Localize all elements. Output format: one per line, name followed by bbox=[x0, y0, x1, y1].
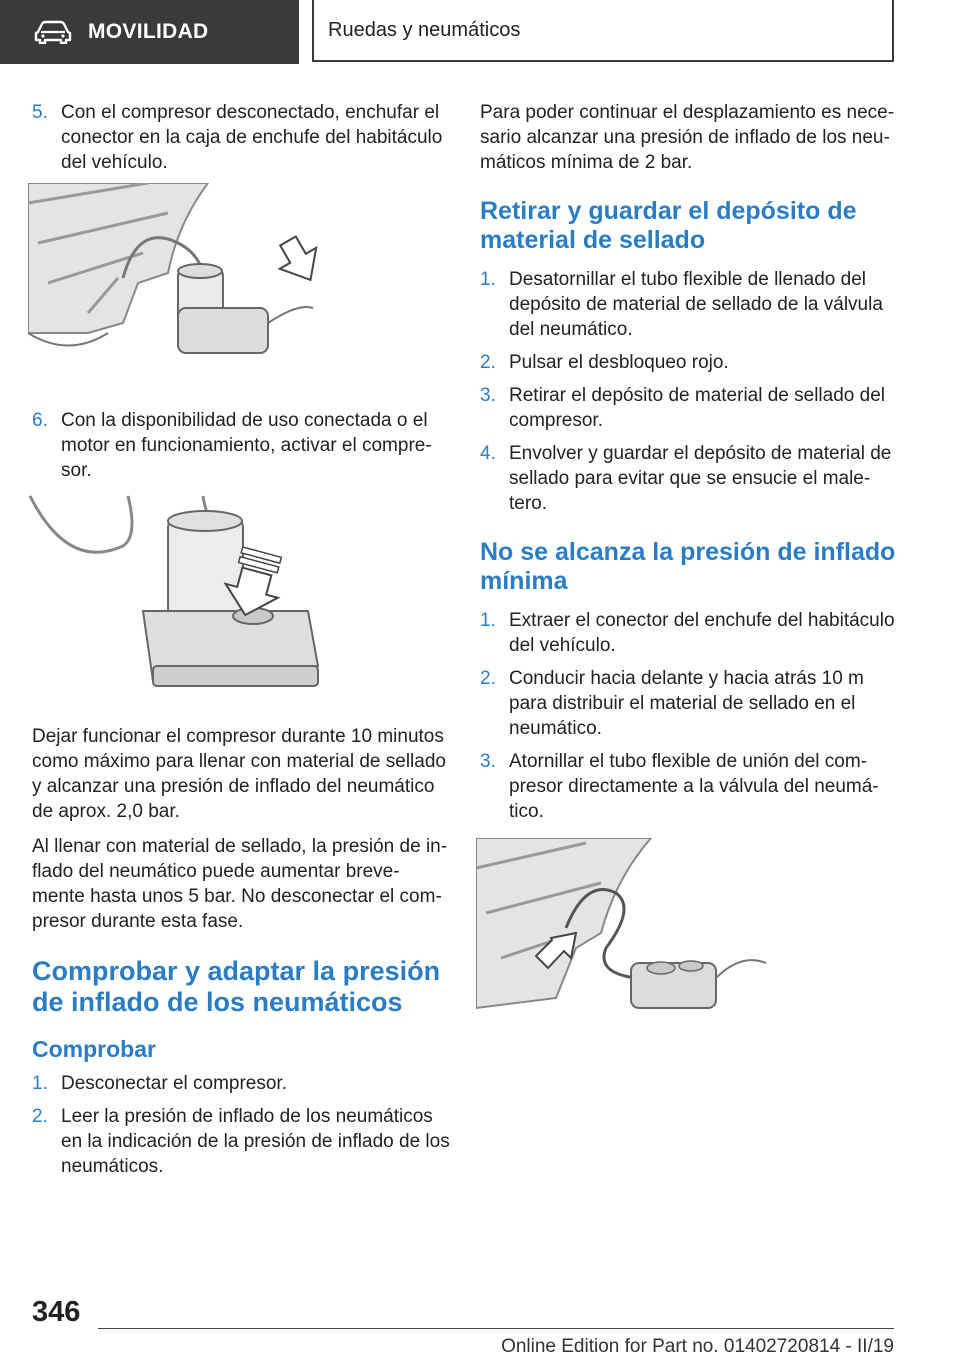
step-number: 3. bbox=[480, 751, 496, 772]
paragraph: Dejar funcionar el compresor durante 10 minutos como máximo para llenar con material de sellado y alcanzar una presión de inflado del neumático de aprox. 2,0 bar. bbox=[32, 726, 446, 822]
step-text: Conducir hacia delante y hacia atrás 10 m para distribuir el material de sellado en el neumático. bbox=[509, 668, 864, 739]
step-number: 1. bbox=[32, 1073, 48, 1094]
paragraph: Al llenar con material de sellado, la presión de in-flado del neumático puede aumentar breve-mente hasta unos 5 bar. No desconectar el com-presor durante esta fase. bbox=[32, 836, 448, 932]
step-number: 4. bbox=[480, 443, 496, 464]
chapter-tab bbox=[312, 0, 894, 62]
step-6 bbox=[32, 408, 450, 483]
chapter-title: Ruedas y neumáticos bbox=[328, 18, 521, 41]
car-icon bbox=[34, 20, 72, 44]
step-number: 2. bbox=[480, 352, 496, 373]
step-number: 6. bbox=[32, 410, 48, 431]
subheading: Comprobar bbox=[32, 1036, 156, 1062]
pressure-step-2 bbox=[480, 666, 898, 741]
remove-step-2 bbox=[480, 350, 898, 375]
remove-step-3 bbox=[480, 383, 898, 433]
remove-step-1 bbox=[480, 267, 898, 342]
paragraph: Para poder continuar el desplazamiento es nece-sario alcanzar una presión de inflado de los neu-máticos mínima de 2 bar. bbox=[480, 102, 895, 173]
page-number: 346 bbox=[32, 1296, 81, 1328]
step-text: Envolver y guardar el depósito de material de sellado para evitar que se ensucie el male-tero. bbox=[509, 443, 892, 514]
section-heading: Comprobar y adaptar la presión de inflado de los neumáticos bbox=[32, 956, 441, 1017]
step-text: Con la disponibilidad de uso conectada o el motor en funcionamiento, activar el compre-sor. bbox=[61, 410, 432, 481]
section-tab bbox=[0, 0, 299, 64]
step-number: 2. bbox=[480, 668, 496, 689]
check-step-2 bbox=[32, 1104, 450, 1179]
step-text: Desconectar el compresor. bbox=[61, 1073, 287, 1094]
step-number: 2. bbox=[32, 1106, 48, 1127]
step-text: Pulsar el desbloqueo rojo. bbox=[509, 352, 729, 373]
step-text: Retirar el depósito de material de sellado del compresor. bbox=[509, 385, 885, 431]
check-step-1 bbox=[32, 1071, 450, 1096]
compressor-plug-illustration bbox=[28, 183, 328, 388]
section-title: MOVILIDAD bbox=[88, 20, 209, 43]
section-heading: No se alcanza la presión de inflado mínima bbox=[480, 538, 896, 595]
edition-note: Online Edition for Part no. 01402720814 - II/19 bbox=[501, 1336, 894, 1357]
step-number: 1. bbox=[480, 269, 496, 290]
right-column bbox=[480, 100, 898, 1013]
step-number: 1. bbox=[480, 610, 496, 631]
pressure-step-3 bbox=[480, 749, 898, 824]
pressure-step-1 bbox=[480, 608, 898, 658]
step-5 bbox=[32, 100, 450, 175]
step-number: 5. bbox=[32, 102, 48, 123]
step-text: Con el compresor desconectado, enchufar el conector en la caja de enchufe del habitáculo del vehículo. bbox=[61, 102, 443, 173]
left-column bbox=[32, 100, 450, 1187]
remove-step-4 bbox=[480, 441, 898, 516]
footer-divider bbox=[98, 1328, 894, 1329]
step-text: Desatornillar el tubo flexible de llenado del depósito de material de sellado de la válvula del neumático. bbox=[509, 269, 883, 340]
compressor-activate-illustration bbox=[28, 491, 358, 696]
step-text: Extraer el conector del enchufe del habitáculo del vehículo. bbox=[509, 610, 895, 656]
step-text: Leer la presión de inflado de los neumáticos en la indicación de la presión de inflado de los neumáticos. bbox=[61, 1106, 450, 1177]
step-number: 3. bbox=[480, 385, 496, 406]
step-text: Atornillar el tubo flexible de unión del com-presor directamente a la válvula del neumá-tico. bbox=[509, 751, 879, 822]
hose-valve-illustration bbox=[476, 838, 776, 1013]
section-heading: Retirar y guardar el depósito de material de sellado bbox=[480, 197, 857, 254]
